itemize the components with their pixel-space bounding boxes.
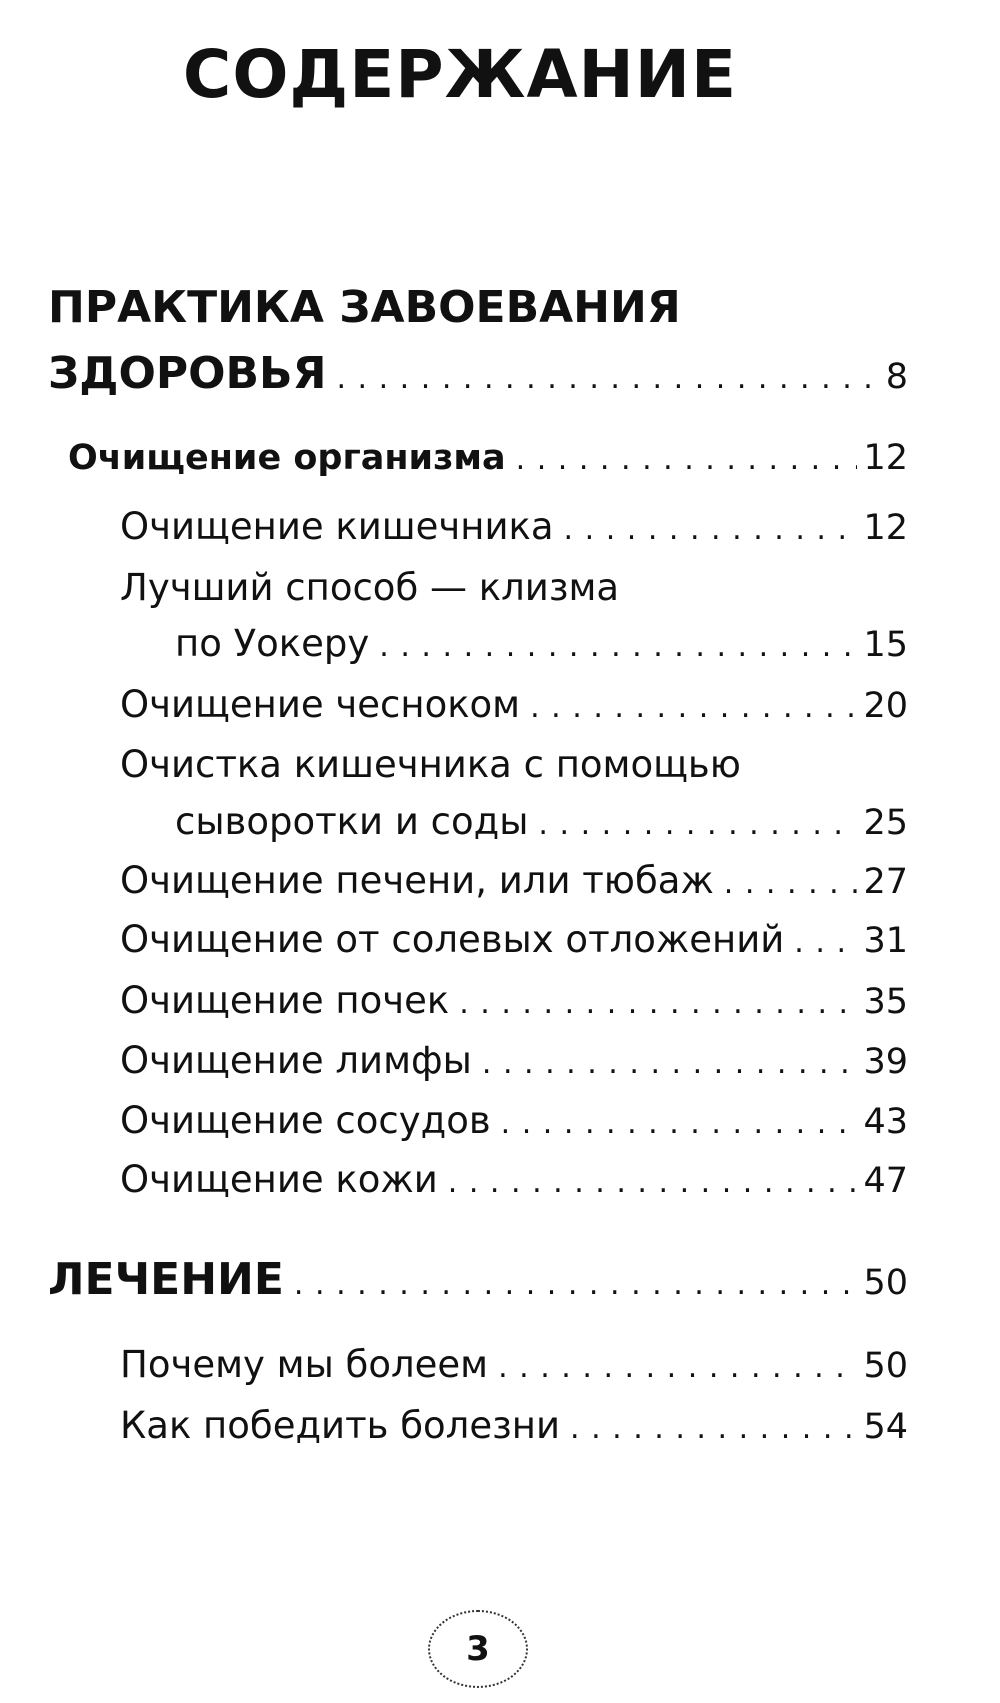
- dot-leader: [294, 1267, 858, 1302]
- toc-item-title: Лучший способ — клизма: [120, 566, 620, 609]
- toc-item[interactable]: [120, 1099, 908, 1142]
- toc-item-title: Очищение лимфы: [120, 1039, 472, 1082]
- toc-page-number: 15: [863, 625, 908, 665]
- toc-item[interactable]: [120, 683, 908, 726]
- toc-item-title: Очищение чесноком: [120, 683, 521, 726]
- toc-item-title: Как победить болезни: [120, 1404, 560, 1447]
- toc-page-number: 25: [863, 803, 908, 843]
- toc-item-title: Очищение от солевых отложений: [120, 918, 785, 961]
- dot-leader: [498, 1350, 857, 1385]
- toc-item[interactable]: [120, 979, 908, 1022]
- toc-item[interactable]: [120, 859, 908, 902]
- toc-item-title: Очищение печени, или тюбаж: [120, 859, 714, 902]
- toc-part-2[interactable]: [48, 1254, 908, 1305]
- dot-leader: [564, 512, 858, 547]
- toc-item-line2[interactable]: [175, 622, 908, 665]
- toc-item-line1[interactable]: [120, 743, 908, 786]
- toc-item-title: сыворотки и соды: [175, 800, 529, 843]
- toc-page-number: 54: [863, 1407, 908, 1447]
- toc-item-title: Почему мы болеем: [120, 1343, 489, 1386]
- toc-item[interactable]: [120, 1343, 908, 1386]
- toc-part-title: ЛЕЧЕНИЕ: [48, 1254, 284, 1305]
- toc-page-number: 39: [863, 1042, 908, 1082]
- toc-item-title: Очищение сосудов: [120, 1099, 491, 1142]
- dot-leader: [794, 925, 857, 960]
- dot-leader: [570, 1411, 857, 1446]
- toc-page-number: 27: [863, 862, 908, 902]
- toc-page-number: 8: [885, 357, 908, 397]
- page-number: 3: [428, 1610, 528, 1688]
- dot-leader: [459, 986, 857, 1021]
- toc-chapter-title: Очищение организма: [68, 438, 506, 478]
- dot-leader: [336, 361, 879, 396]
- toc-page-number: 12: [863, 438, 908, 478]
- dot-leader: [482, 1046, 858, 1081]
- toc-page-number: 20: [863, 686, 908, 726]
- toc-page-number: 50: [863, 1263, 908, 1303]
- toc-item-title: по Уокеру: [175, 622, 370, 665]
- toc-item-line2[interactable]: [175, 800, 908, 843]
- dot-leader: [379, 629, 857, 664]
- toc-item[interactable]: [120, 1404, 908, 1447]
- dot-leader: [538, 807, 857, 842]
- dot-leader: [516, 442, 858, 477]
- toc-part-1-line1[interactable]: [48, 282, 908, 333]
- toc-chapter-1[interactable]: [68, 438, 908, 478]
- toc-item[interactable]: [120, 918, 908, 961]
- toc-item-line1[interactable]: [120, 566, 908, 609]
- toc-page-number: 43: [863, 1102, 908, 1142]
- toc-item[interactable]: [120, 1158, 908, 1201]
- toc-item-title: Очищение почек: [120, 979, 450, 1022]
- toc-item-title: Очистка кишечника с помощью: [120, 743, 741, 786]
- toc-item-title: Очищение кожи: [120, 1158, 438, 1201]
- dot-leader: [530, 690, 857, 725]
- toc-page-number: 35: [863, 982, 908, 1022]
- dot-leader: [448, 1165, 858, 1200]
- dot-leader: [501, 1106, 858, 1141]
- toc-page-number: 47: [863, 1161, 908, 1201]
- toc-item[interactable]: [120, 1039, 908, 1082]
- toc-page-number: 12: [863, 508, 908, 548]
- dot-leader: [724, 866, 858, 901]
- page-title: СОДЕРЖАНИЕ: [182, 36, 738, 113]
- toc-part-title: ЗДОРОВЬЯ: [48, 348, 327, 399]
- toc-item-title: Очищение кишечника: [120, 505, 554, 548]
- toc-page-number: 50: [863, 1346, 908, 1386]
- toc-part-title: ПРАКТИКА ЗАВОЕВАНИЯ: [48, 282, 681, 333]
- toc-item[interactable]: [120, 505, 908, 548]
- toc-part-1-line2[interactable]: [48, 348, 908, 399]
- toc-page-number: 31: [863, 921, 908, 961]
